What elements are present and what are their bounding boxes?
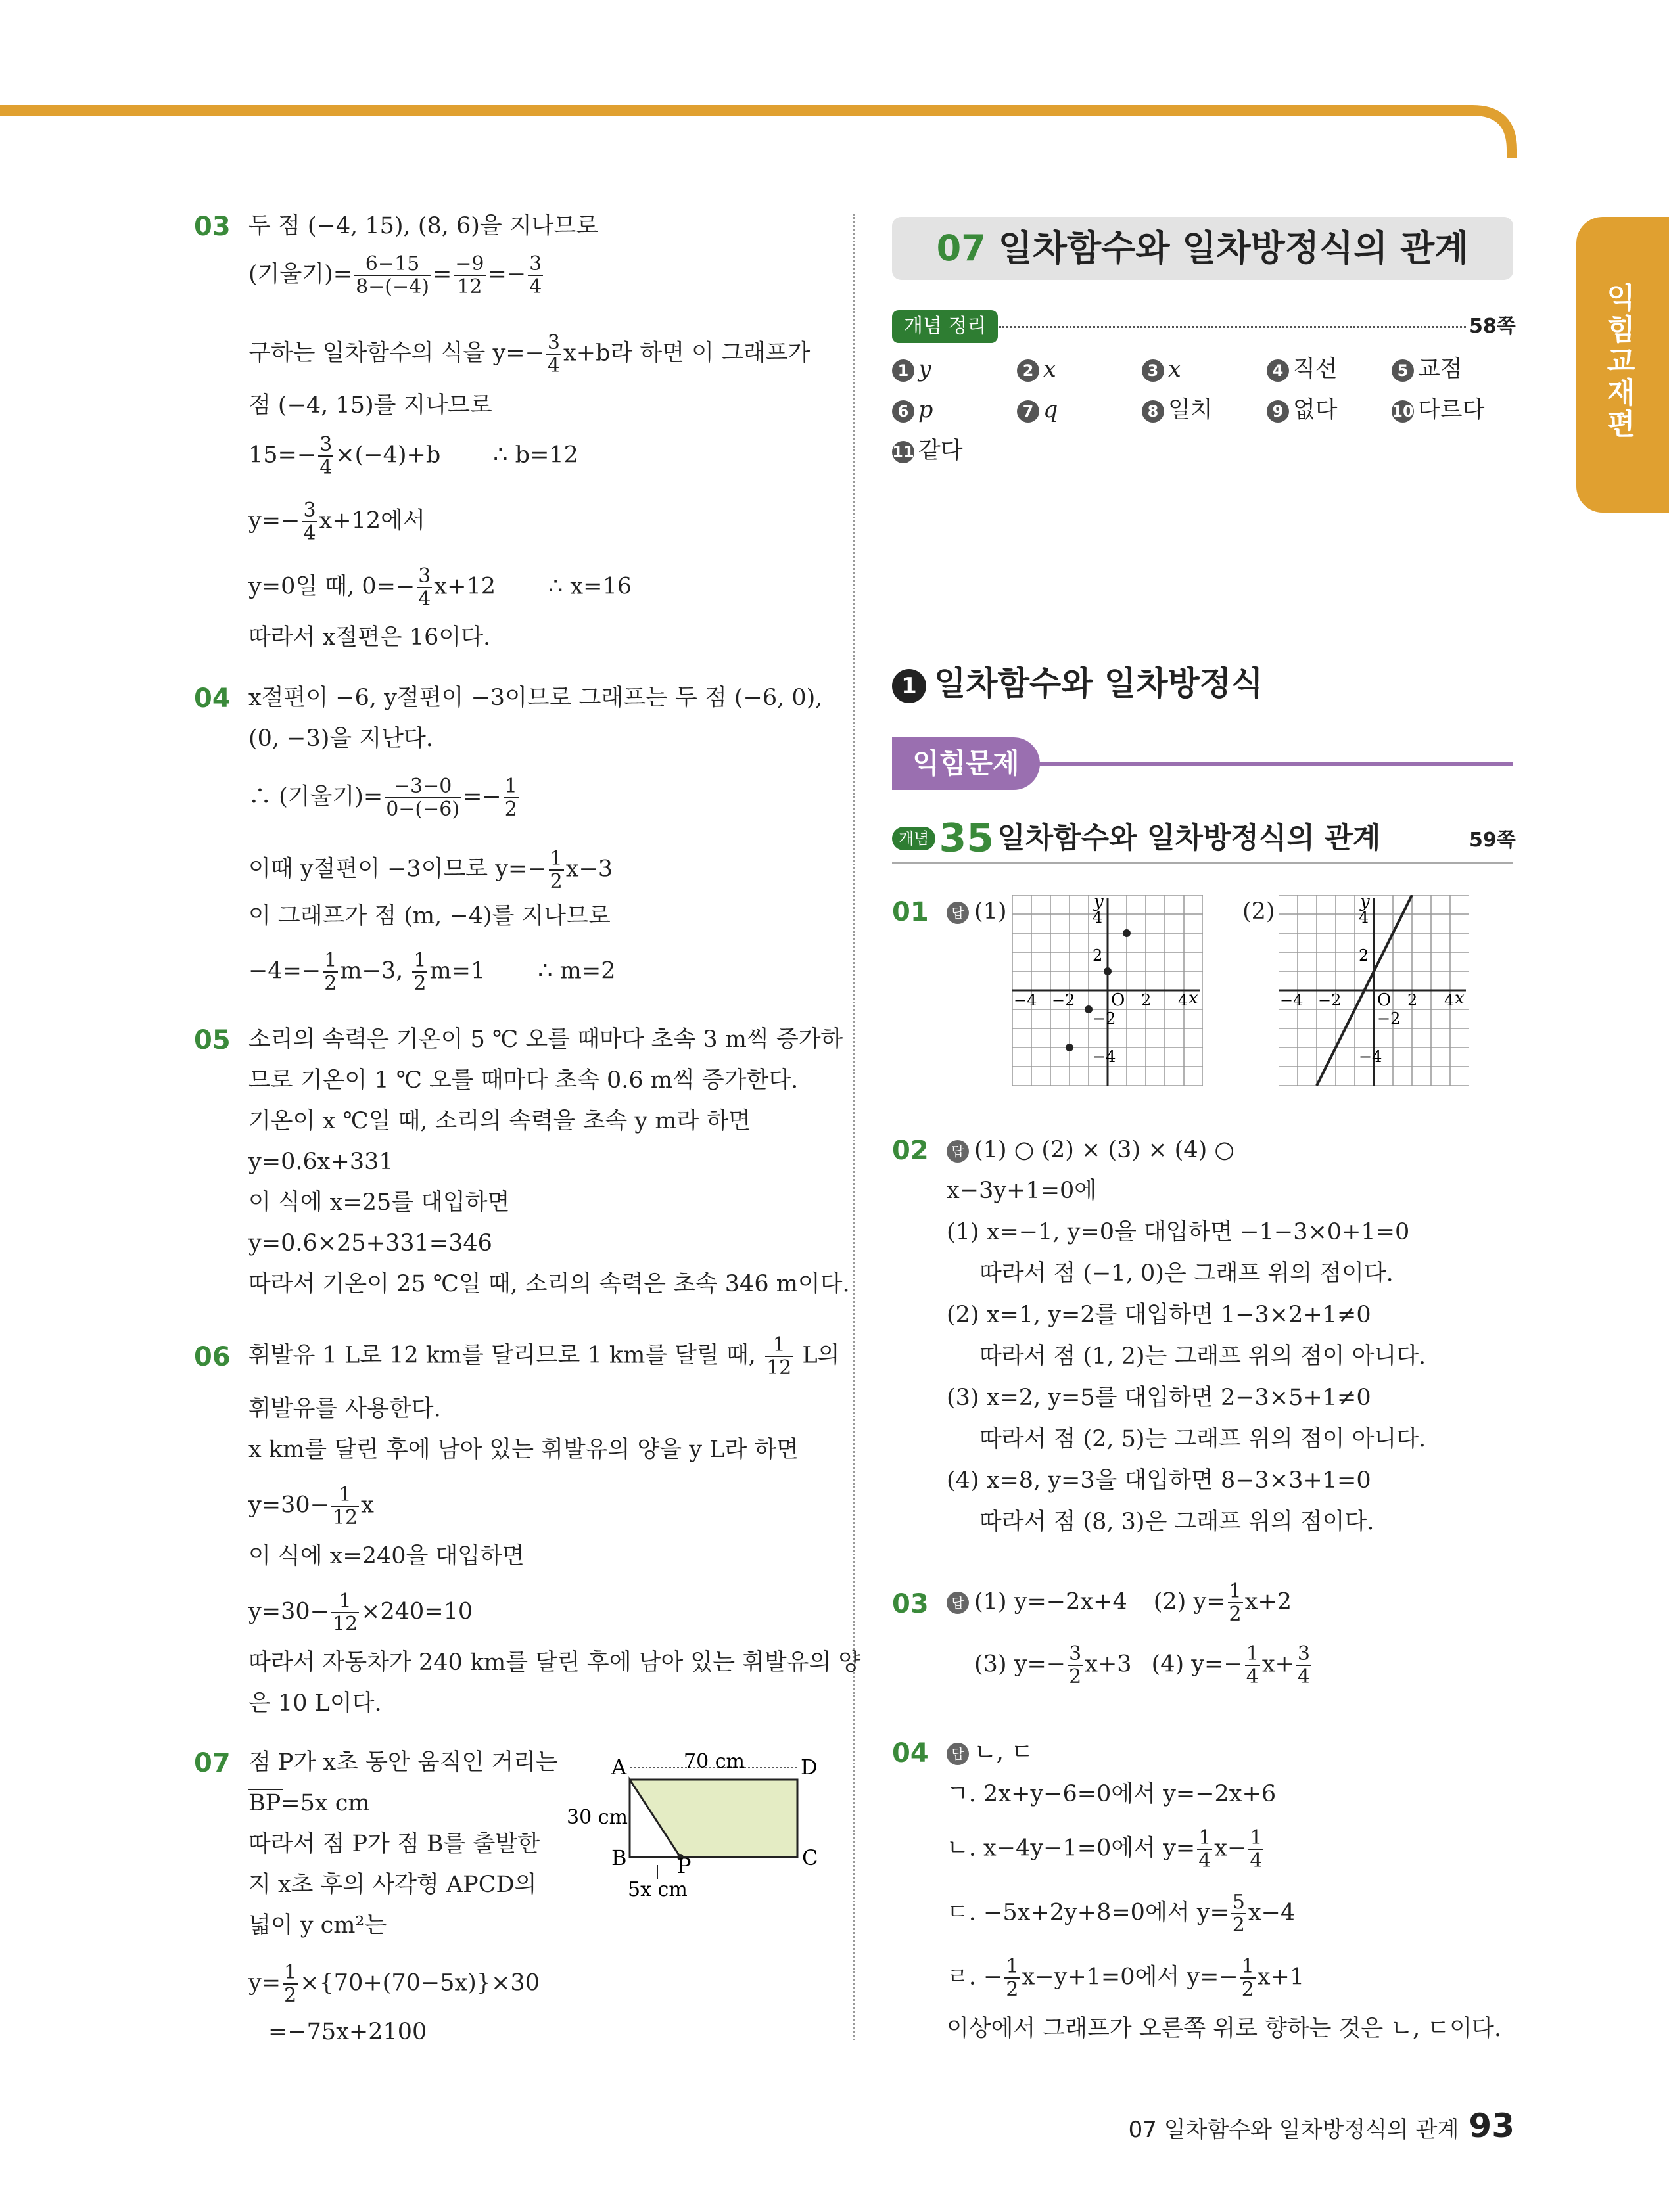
denominator: 0−(−6) [386,798,460,821]
fraction [354,253,431,298]
denominator: 2 [1229,1603,1242,1626]
concept-answer: 일치 [1168,397,1213,423]
denominator: 2 [1006,1978,1019,2001]
tick-label: −4 [1014,991,1037,1009]
math-line [248,253,545,298]
tick-label: 4 [1093,908,1103,927]
numerator: 1 [1250,1826,1263,1849]
text-line: x−3y+1=0에 [947,1178,1097,1204]
concept-item [892,396,933,425]
numerator: 1 [765,1334,793,1357]
answer-text: (4) y=− [1151,1651,1243,1678]
math-line [947,1827,1265,1872]
numerator: 1 [1006,1955,1019,1978]
concept-answer: x [1043,356,1056,382]
text-line: 기온이 x ℃일 때, 소리의 속력을 초속 y m라 하면 [248,1108,751,1134]
graph-point [1066,1044,1073,1051]
math-line [248,775,521,820]
fraction [318,434,333,478]
circled-number: 5 [1392,359,1414,382]
header-bar [0,99,1525,158]
footer-chapter: 07 일차함수와 일차방정식의 관계 [1128,2117,1459,2143]
axis-label-y: y [1094,895,1104,911]
side-tab-label: 익힘교재편 [1601,283,1635,440]
text: x−y+1=0에서 y=− [1022,1964,1238,1991]
answer-text: (2) y= [1153,1588,1226,1615]
numerator: 1 [550,847,563,870]
section-heading [892,660,1263,706]
numerator: 1 [331,1590,359,1613]
concept-sub-title: 일차함수와 일차방정식의 관계 [997,821,1381,855]
tick-label: −4 [1093,1048,1116,1066]
fraction [1004,1956,1020,2000]
label-top: 70 cm [684,1750,745,1773]
concept-sub-heading [892,815,1380,861]
numerator: 1 [284,1961,297,1984]
answer-text: (3) y=− [974,1651,1066,1678]
concept-sub-number: 35 [939,815,994,862]
answer-text: ㄴ, ㄷ [974,1740,1033,1766]
denominator: 4 [547,354,560,377]
text: ㄹ. − [947,1964,1003,1991]
text: ㄷ. −5x+2y+8=0에서 y= [947,1899,1229,1926]
denominator: 4 [1297,1665,1310,1688]
text-line: 넓이 y cm²는 [248,1912,387,1939]
denominator: 2 [504,798,517,821]
fraction [1240,1956,1256,2000]
text: x− [1214,1835,1247,1862]
math-line [248,565,632,610]
text: 휘발유 1 L로 12 km를 달리므로 1 km를 달릴 때, [248,1342,764,1369]
text: y=30− [248,1598,329,1625]
fraction [1245,1643,1260,1688]
tick-label: −2 [1377,1009,1401,1028]
fraction [302,499,317,544]
math-line [248,848,613,892]
problem-number: 07 [194,1748,231,1778]
text-line: 두 점 (−4, 15), (8, 6)을 지나므로 [248,213,599,239]
answer-badge: 답 [947,902,969,924]
text-line: (4) x=8, y=3을 대입하면 8−3×3+1=0 [947,1467,1371,1494]
text-line: 따라서 점 (2, 5)는 그래프 위의 점이 아니다. [979,1426,1426,1452]
concept-item [1267,396,1338,425]
concept-sub-badge: 개념 [892,827,935,850]
text: 구하는 일차함수의 식을 y=− [248,340,544,367]
tick-label: −4 [1280,991,1304,1009]
answer-line [947,1580,1292,1625]
math-line [248,332,810,377]
text: = [432,261,452,288]
tick-label: −4 [1359,1048,1382,1066]
text-line: (0, −3)을 지난다. [248,726,433,752]
text: y=− [248,507,300,534]
problem-number: 01 [892,897,929,927]
text-line: x절편이 −6, y절편이 −3이므로 그래프는 두 점 (−6, 0), [248,685,823,711]
answer-line [947,897,1007,926]
denominator: 12 [332,1506,358,1529]
concept-answer: y [918,356,931,382]
tick-label: 4 [1444,991,1455,1009]
footer [1117,2106,1515,2154]
denominator: 12 [332,1613,358,1636]
text: m=1 [429,957,486,984]
text-line: ㄱ. 2x+y−6=0에서 y=−2x+6 [947,1781,1277,1807]
concept-badge: 개념 정리 [892,310,998,343]
fraction [546,332,561,377]
concept-answer: 같다 [918,438,963,464]
denominator: 4 [319,456,333,479]
text-line: (2) x=1, y=2를 대입하면 1−3×2+1≠0 [947,1302,1371,1328]
denominator: 12 [457,275,482,298]
text-line: 따라서 x절편은 16이다. [248,624,491,651]
text: y=0일 때, 0=− [248,573,415,600]
answer-text: x+2 [1244,1588,1292,1615]
fraction [528,253,543,298]
drill-banner: 익힘문제 [892,737,1040,790]
fraction [331,1590,359,1635]
text: =− [487,261,527,288]
numerator: −3−0 [385,775,461,798]
circled-number: 8 [1142,400,1164,423]
concept-sub-page: 59쪽 [1469,829,1516,852]
label-b: B [611,1845,627,1870]
text: ×{70+(70−5x)}×30 [300,1970,540,1996]
denominator: 2 [1241,1978,1254,2001]
label-left: 30 cm [567,1806,628,1829]
fraction [283,1962,298,2006]
problem-number: 03 [892,1589,929,1619]
text-line: y=0.6x+331 [248,1149,394,1175]
numerator: 5 [1232,1891,1245,1914]
circled-number: 10 [1392,400,1414,423]
math-line [947,1956,1304,2000]
text: x−3 [565,856,613,883]
concept-page: 58쪽 [1469,315,1516,338]
text-line: 이 식에 x=240을 대입하면 [248,1543,525,1569]
circled-number: 9 [1267,400,1289,423]
denominator: 12 [766,1356,792,1379]
text-line: 은 10 L이다. [248,1690,382,1717]
tick-label: −2 [1093,1009,1116,1028]
numerator: 1 [504,775,517,798]
numerator: 1 [413,949,427,972]
text: y=30− [248,1492,329,1519]
text-line: 점 (−4, 15)를 지나므로 [248,392,492,419]
concept-item [1392,355,1463,384]
section-number: 1 [892,669,926,703]
concept-sub-rule [892,862,1513,864]
text: −4=− [248,957,321,984]
answer-text: x+ [1261,1651,1294,1678]
circled-number: 1 [892,359,914,382]
graph-2 [1279,895,1469,1086]
sub-label: (1) [974,898,1007,925]
text-line: x km를 달린 후에 남아 있는 휘발유의 양을 y L라 하면 [248,1437,799,1463]
rectangle-figure [559,1748,835,1906]
concept-answer: 없다 [1293,397,1338,423]
concept-answer: 직선 [1293,356,1338,382]
circled-number: 11 [892,441,914,463]
concept-answer: q [1043,397,1058,423]
text: x+b라 하면 이 그래프가 [563,340,811,367]
text-line: 따라서 기온이 25 ℃일 때, 소리의 속력은 초속 346 m이다. [248,1271,850,1297]
concept-item [1392,396,1484,425]
text-line: 소리의 속력은 기온이 5 ℃ 오를 때마다 초속 3 m씩 증가하 [248,1026,843,1053]
numerator: 1 [1229,1580,1242,1603]
text-line: 지 x초 후의 사각형 APCD의 [248,1872,537,1898]
text-line: 따라서 점 (8, 3)은 그래프 위의 점이다. [979,1509,1375,1535]
fraction [323,950,338,994]
fraction [1197,1827,1212,1872]
answer-line [974,1643,1313,1688]
text-line: 휘발유를 사용한다. [248,1396,441,1422]
axis-label-y: y [1360,895,1370,911]
math-line [248,950,615,994]
tick-label: 2 [1407,991,1418,1009]
fraction [549,848,564,892]
denominator: 8−(−4) [356,275,429,298]
text-line: =−75x+2100 [268,2019,427,2045]
text: =− [463,783,502,810]
circled-number: 2 [1017,359,1039,382]
text: ㄴ. x−4y−1=0에서 y= [947,1835,1196,1862]
concept-item [1142,396,1213,425]
page-number: 93 [1469,2107,1515,2145]
text-line: (3) x=2, y=5를 대입하면 2−3×5+1≠0 [947,1385,1371,1411]
problem-number: 03 [194,212,231,242]
concept-answer: p [918,397,933,423]
text: x [361,1492,374,1519]
text: m−3, [340,957,411,984]
answer-badge: 답 [947,1743,969,1765]
chapter-number: 07 [936,227,986,269]
answer-line [947,1738,1033,1767]
label-bottom: 5x cm [628,1878,688,1901]
fraction [1228,1580,1243,1625]
problem-number: 06 [194,1342,231,1372]
answer-text: (1) y=−2x+4 [974,1588,1127,1615]
denominator: 4 [529,275,542,298]
text: 15=− [248,442,317,469]
chapter-title-text: 일차함수와 일차방정식의 관계 [998,227,1469,269]
problem-number: 05 [194,1025,231,1055]
text-line: 점 P가 x초 동안 움직인 거리는 [248,1749,558,1776]
denominator: 2 [1069,1665,1082,1688]
sub-label: (2) [1242,898,1275,925]
fraction [454,253,485,298]
denominator: 4 [418,588,431,611]
text-line: 따라서 점 (−1, 0)은 그래프 위의 점이다. [979,1260,1394,1287]
concept-item [892,436,963,465]
tick-label: 2 [1141,991,1152,1009]
text: ∴ x=16 [548,573,632,600]
circled-number: 6 [892,400,914,423]
fraction [1296,1643,1311,1688]
text-line: BP=5x cm [248,1790,370,1816]
numerator: 3 [418,565,431,588]
text-line: 므로 기온이 1 ℃ 오를 때마다 초속 0.6 m씩 증가한다. [248,1067,799,1094]
fraction [1068,1643,1083,1688]
numerator: 1 [324,949,337,972]
text: x+12에서 [319,507,425,534]
origin-label: O [1111,990,1125,1010]
answer-badge: 답 [947,1140,969,1163]
numerator: 3 [319,433,333,456]
fraction [1231,1891,1246,1936]
math-line [248,434,578,478]
math-line [248,1590,473,1635]
concept-item [1142,355,1181,384]
answer-badge: 답 [947,1592,969,1614]
fraction [417,565,432,610]
text-line: 따라서 점 (1, 2)는 그래프 위의 점이 아니다. [979,1343,1426,1370]
label-p: P [677,1853,692,1878]
problem-number: 02 [892,1136,929,1166]
denominator: 2 [1232,1914,1245,1937]
numerator: 3 [547,331,560,354]
denominator: 4 [303,522,316,545]
math-line [947,1891,1295,1936]
origin-label: O [1377,990,1392,1010]
tick-label: −2 [1052,991,1075,1009]
numerator: 3 [529,252,542,275]
text: ∴ m=2 [538,957,616,984]
concept-dotted-rule [999,326,1466,328]
tick-label: 4 [1178,991,1188,1009]
text-line: 이 식에 x=25를 대입하면 [248,1189,510,1216]
concept-answer: x [1168,356,1181,382]
numerator: 6−15 [354,253,431,276]
math-line [248,1962,540,2006]
numerator: 3 [1297,1642,1310,1665]
text: ∴ b=12 [493,442,578,469]
concept-item [1017,396,1058,425]
text: 이때 y절편이 −3이므로 y=− [248,856,547,883]
section-title: 일차함수와 일차방정식 [934,664,1263,703]
chapter-title [892,217,1513,280]
tick-label: 4 [1359,908,1369,927]
text-line: (1) x=−1, y=0을 대입하면 −1−3×0+1=0 [947,1219,1410,1245]
circled-number: 3 [1142,359,1164,382]
text-line: 이 그래프가 점 (m, −4)를 지나므로 [248,903,611,929]
text: ∴ (기울기)= [248,783,383,810]
fraction [504,775,519,820]
math-line [248,499,425,544]
concept-answer: 다르다 [1418,397,1485,423]
graph-1 [1012,895,1203,1086]
text: ×240=10 [361,1598,473,1625]
overline-bp [248,1789,283,1790]
graph-point [1104,967,1112,975]
tick-label: 2 [1359,946,1369,965]
axis-label-x: x [1188,988,1198,1008]
label-a: A [611,1755,627,1780]
text: x−4 [1248,1899,1296,1926]
text: x+1 [1257,1964,1305,1991]
denominator: 4 [1250,1849,1263,1872]
text-line: 따라서 점 P가 점 B를 출발한 [248,1831,540,1857]
fraction [385,775,461,820]
text-line: y=0.6×25+331=346 [248,1230,492,1256]
fraction [1248,1827,1263,1872]
fraction [765,1334,793,1379]
denominator: 2 [413,972,427,995]
label-d: D [801,1755,818,1780]
axis-label-x: x [1455,988,1465,1008]
denominator: 4 [1198,1849,1211,1872]
graph-point [1123,929,1131,937]
numerator: 1 [1241,1955,1254,1978]
concept-answer: 교점 [1418,356,1463,382]
text-line: 따라서 자동차가 240 km를 달린 후에 남아 있는 휘발유의 양 [248,1649,861,1676]
problem-number: 04 [892,1738,929,1768]
graph-point [1085,1005,1093,1013]
numerator: 1 [331,1484,359,1507]
text: ×(−4)+b [335,442,441,469]
label-c: C [802,1845,818,1870]
text: y= [248,1970,281,1996]
denominator: 2 [284,1984,297,2007]
denominator: 4 [1246,1665,1259,1688]
text: (기울기)= [248,261,353,288]
concept-item [1017,355,1056,384]
numerator: −9 [455,252,484,275]
column-divider [853,214,855,2040]
numerator: 1 [1198,1826,1211,1849]
answer-line [947,1136,1234,1164]
math-line [248,1334,839,1379]
text: x+12 [434,573,496,600]
tick-label: −2 [1318,991,1342,1009]
problem-number: 04 [194,683,231,714]
answer-text: (1) ○ (2) × (3) × (4) ○ [974,1137,1234,1163]
numerator: 3 [1069,1642,1082,1665]
numerator: 1 [1246,1642,1259,1665]
fraction [412,950,427,994]
fraction [331,1484,359,1529]
concept-item [1267,355,1338,384]
answer-text: x+3 [1085,1651,1132,1678]
circled-number: 7 [1017,400,1039,423]
tick-label: 2 [1093,946,1103,965]
numerator: 3 [303,499,316,522]
denominator: 2 [324,972,337,995]
circled-number: 4 [1267,359,1289,382]
math-line [248,1484,374,1529]
concept-item [892,355,931,384]
text: L의 [795,1342,840,1369]
text-line: 이상에서 그래프가 오른쪽 위로 향하는 것은 ㄴ, ㄷ이다. [947,2016,1501,2042]
denominator: 2 [550,870,563,893]
